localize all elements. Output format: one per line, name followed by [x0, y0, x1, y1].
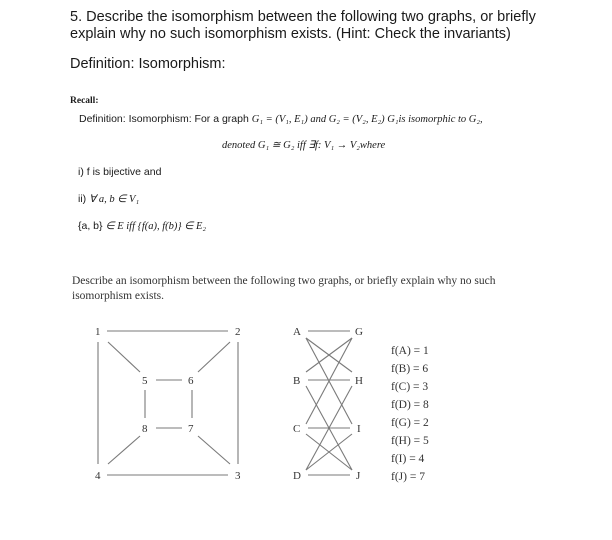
describe-prompt: Describe an isomorphism between the following two graphs, or briefly explain why no such isomorphism exists.: [72, 275, 496, 302]
definition-prefix: Definition: Isomorphism: For a graph: [79, 113, 252, 125]
g2-vertex-A: A: [293, 326, 301, 338]
edge-3-7: [198, 436, 230, 464]
condition-bijective: i) f is bijective and: [78, 166, 162, 178]
mapping-row: f(G) = 2: [391, 417, 429, 429]
g1-vertex-5: 5: [142, 375, 148, 387]
question-line-2: explain why no such isomorphism exists. (Hint: Check the invariants): [70, 26, 511, 42]
g1-vertex-4: 4: [95, 470, 101, 482]
mapping-row: f(B) = 6: [391, 363, 429, 375]
g1-vertex-1: 1: [95, 326, 101, 338]
mapping-row: f(I) = 4: [391, 453, 425, 465]
edge-4-8: [108, 436, 140, 464]
g1-vertex-8: 8: [142, 423, 148, 435]
g2-vertex-I: I: [357, 423, 361, 435]
condition-edge-prefix: {a, b}: [78, 220, 106, 232]
g1-vertex-6: 6: [188, 375, 194, 387]
condition-forall-prefix: ii): [78, 193, 90, 205]
mapping-row: f(J) = 7: [391, 471, 425, 483]
mapping-row: f(H) = 5: [391, 435, 429, 447]
g1-vertex-7: 7: [188, 423, 194, 435]
g1-vertex-3: 3: [235, 470, 241, 482]
graph1-edges: [98, 331, 238, 475]
graph2-edges: [306, 331, 352, 475]
edge-2-6: [198, 342, 230, 372]
question-line-1: 5. Describe the isomorphism between the following two graphs, or briefly: [70, 9, 536, 25]
g2-vertex-H: H: [355, 375, 363, 387]
denoted-line: denoted G₁ ≅ G₂ iff ∃f: V₁ → V₂where: [222, 140, 386, 151]
g2-vertex-G: G: [355, 326, 363, 338]
condition-forall-math: ∀ a, b ∈ V₁: [89, 194, 140, 205]
recall-label: Recall:: [70, 96, 99, 106]
mapping-row: f(D) = 8: [391, 399, 429, 411]
g1-vertex-2: 2: [235, 326, 241, 338]
g2-vertex-B: B: [293, 375, 301, 387]
g2-vertex-C: C: [293, 423, 301, 435]
definition-math: G₁ = (V₁, E₁) and G₂ = (V₂, E₂) G₁is isomorphic to G₂,: [251, 114, 483, 125]
mapping-row: f(C) = 3: [391, 381, 429, 393]
g2-vertex-D: D: [293, 470, 301, 482]
mapping-row: f(A) = 1: [391, 345, 429, 357]
edge-1-5: [108, 342, 140, 372]
condition-edge-math: ∈ E iff {f(a), f(b)} ∈ E₂: [105, 221, 207, 232]
definition-heading: Definition: Isomorphism:: [70, 56, 226, 72]
g2-vertex-J: J: [356, 470, 361, 482]
